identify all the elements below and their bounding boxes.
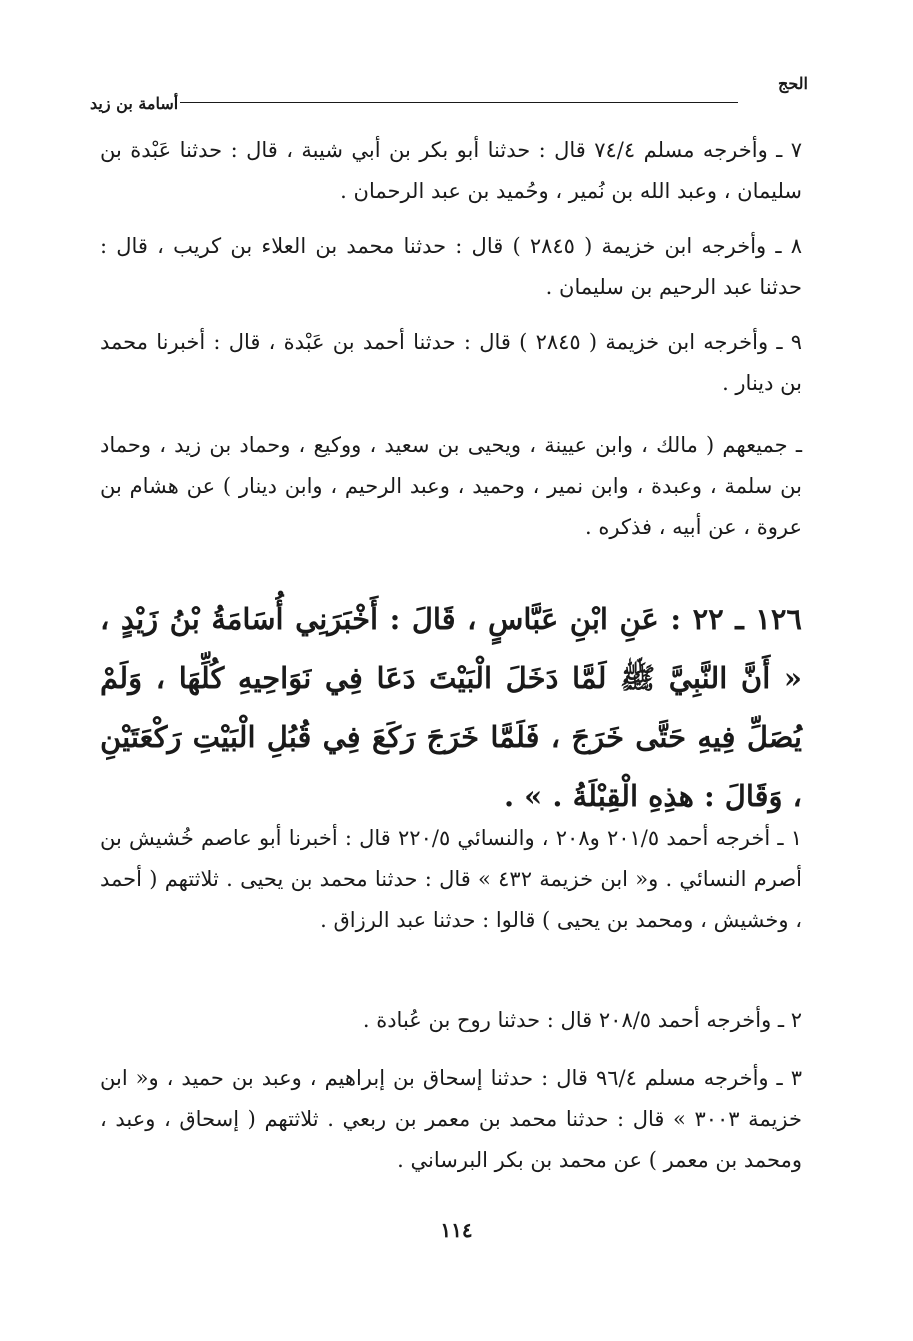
note-9 — [100, 322, 802, 404]
paragraph-takhrij-1: ١ ـ أخرجه أحمد ٢٠١/٥ و٢٠٨ ، والنسائي ٢٢٠/٥ قال : أخبرنا أبو عاصم خُشيش بن أصرم النسائي . و« ابن خزيمة ٤٣٢ » قال : حدثنا محمد بن يحيى . ثلاثتهم ( أحمد ، وخشيش ، ومحمد بن يحيى ) قالوا : حدثنا عبد الرزاق . — [100, 826, 803, 932]
takhrij-note-1 — [100, 818, 802, 941]
paragraph-summary: ـ جميعهم ( مالك ، وابن عيينة ، ويحيى بن سعيد ، ووكيع ، وحماد بن زيد ، وحماد بن سلمة ، وعبدة ، وابن نمير ، وحميد ، وعبد الرحيم ، وابن دينار ) عن هشام بن عروة ، عن أبيه ، فذكره . — [100, 433, 802, 539]
summary-note — [100, 425, 802, 548]
paragraph-takhrij-2: ٢ ـ وأخرجه أحمد ٢٠٨/٥ قال : حدثنا روح بن عُبادة . — [362, 1008, 802, 1032]
header-rule — [180, 102, 738, 103]
hadith-block — [100, 590, 802, 826]
paragraph-note-9: ٩ ـ وأخرجه ابن خزيمة ( ٢٨٤٥ ) قال : حدثنا أحمد بن عَبْدة ، قال : أخبرنا محمد بن دينار . — [100, 330, 802, 395]
paragraph-takhrij-3: ٣ ـ وأخرجه مسلم ٩٦/٤ قال : حدثنا إسحاق بن إبراهيم ، وعبد بن حميد ، و« ابن خزيمة ٣٠٠٣ » قال : حدثنا محمد بن معمر بن ربعي . ثلاثتهم ( إسحاق ، وعبد ، ومحمد بن معمر ) عن محمد بن بكر البرساني . — [100, 1066, 802, 1172]
hadith-text: ١٢٦ ـ ٢٢ : عَنِ ابْنِ عَبَّاسٍ ، قَالَ : أَخْبَرَنِي أُسَامَةُ بْنُ زَيْدٍ ، « أَنَّ النَّبِيَّ ﷺ لَمَّا دَخَلَ الْبَيْتَ دَعَا فِي نَوَاحِيهِ كُلِّهَا ، وَلَمْ يُصَلِّ فِيهِ حَتَّى خَرَجَ ، فَلَمَّا خَرَجَ رَكَعَ فِي قُبُلِ الْبَيْتِ رَكْعَتَيْنِ ، وَقَالَ : هذِهِ الْقِبْلَةُ . » . — [100, 602, 802, 813]
header-section-title: أسامة بن زيد — [90, 94, 179, 113]
paragraph-note-8: ٨ ـ وأخرجه ابن خزيمة ( ٢٨٤٥ ) قال : حدثنا محمد بن العلاء بن كريب ، قال : حدثنا عبد الرحيم بن سليمان . — [100, 234, 802, 299]
paragraph-note-7: ٧ ـ وأخرجه مسلم ٧٤/٤ قال : حدثنا أبو بكر بن أبي شيبة ، قال : حدثنا عَبْدة بن سليمان ، وعبد الله بن نُمير ، وحُميد بن عبد الرحمان . — [100, 138, 802, 203]
page-number: ١١٤ — [440, 1218, 473, 1242]
note-7 — [100, 130, 802, 212]
note-8 — [100, 226, 802, 308]
takhrij-note-3 — [100, 1058, 802, 1181]
takhrij-note-2 — [100, 1000, 802, 1041]
header-chapter-title: الحج — [778, 74, 808, 93]
running-header — [90, 70, 808, 118]
